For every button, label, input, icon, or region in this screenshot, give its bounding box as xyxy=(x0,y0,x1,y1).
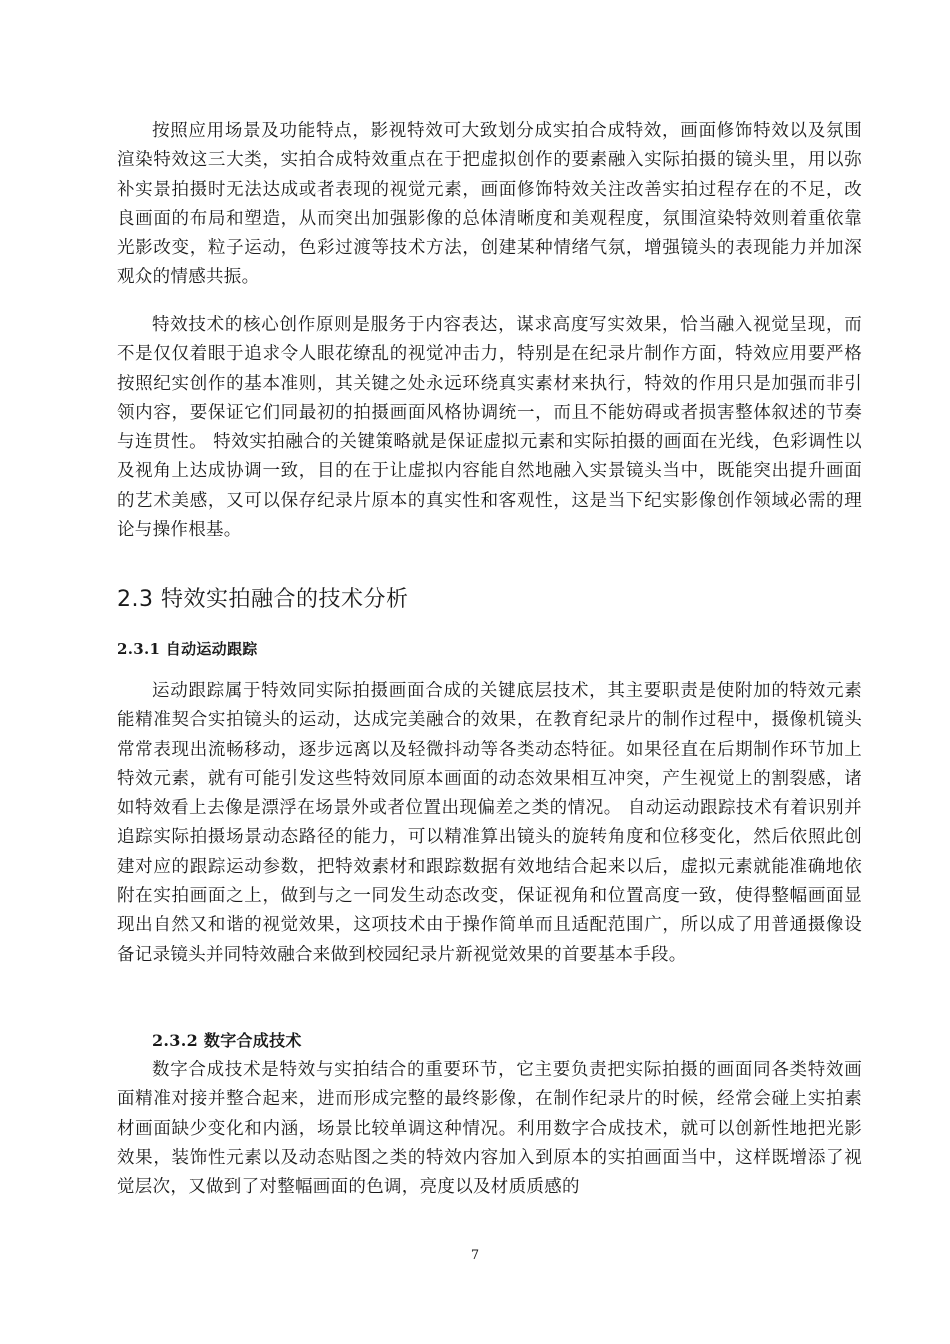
page-number: 7 xyxy=(470,1248,480,1263)
body-paragraph-digital-compositing: 数字合成技术是特效与实拍结合的重要环节，它主要负责把实际拍摄的画面同各类特效画面精准对接并整合起来，进而形成完整的最终影像，在制作纪录片的时候，经常会碰上实拍素材画面缺少变化和内涵，场景比较单调这种情况。利用数字合成技术，就可以创新性地把光影效果，装饰性元素以及动态贴图之类的特效内容加入到原本的实拍画面当中，这样既增添了视觉层次，又做到了对整幅画面的色调，亮度以及材质质感的 xyxy=(117,1060,862,1198)
body-paragraph-core-principles: 特效技术的核心创作原则是服务于内容表达，谋求高度写实效果，恰当融入视觉呈现，而不是仅仅着眼于追求令人眼花缭乱的视觉冲击力，特别是在纪录片制作方面，特效应用要严格按照纪实创作的基本准则，其关键之处永远环绕真实素材来执行，特效的作用只是加强而非引领内容，要保证它们同最初的拍摄画面风格协调统一，而且不能妨碍或者损害整体叙述的节奏与连贯性。 特效实拍融合的关键策略就是保证虚拟元素和实际拍摄的画面在光线，色彩调性以及视角上达成协调一致，目的在于让虚拟内容能自然地融入实景镜头当中，既能突出提升画面的艺术美感，又可以保存纪录片原本的真实性和客观性，这是当下纪实影像创作领域必需的理论与操作根基。 xyxy=(117,315,862,541)
section-heading-2-3: 2.3 特效实拍融合的技术分析 xyxy=(117,587,409,612)
body-paragraph-motion-tracking: 运动跟踪属于特效同实际拍摄画面合成的关键底层技术，其主要职责是使附加的特效元素能精准契合实拍镜头的运动，达成完美融合的效果，在教育纪录片的制作过程中，摄像机镜头常常表现出流畅移动，逐步远离以及轻微抖动等各类动态特征。如果径直在后期制作环节加上特效元素，就有可能引发这些特效同原本画面的动态效果相互冲突，产生视觉上的割裂感，诸如特效看上去像是漂浮在场景外或者位置出现偏差之类的情况。 自动运动跟踪技术有着识别并追踪实际拍摄场景动态路径的能力，可以精准算出镜头的旋转角度和位移变化，然后依照此创建对应的跟踪运动参数，把特效素材和跟踪数据有效地结合起来以后，虚拟元素就能准确地依附在实拍画面之上，做到与之一同发生动态改变，保证视角和位置高度一致，使得整幅画面显现出自然又和谐的视觉效果，这项技术由于操作简单而且适配范围广，所以成了用普通摄像设备记录镜头并同特效融合来做到校园纪录片新视觉效果的首要基本手段。 xyxy=(117,681,862,965)
subsection-heading-2-3-2: 2.3.2 数字合成技术 xyxy=(152,1031,302,1050)
subsection-heading-2-3-1: 2.3.1 自动运动跟踪 xyxy=(117,640,258,658)
body-paragraph-effects-categories: 按照应用场景及功能特点，影视特效可大致划分成实拍合成特效，画面修饰特效以及氛围渲染特效这三大类，实拍合成特效重点在于把虚拟创作的要素融入实际拍摄的镜头里，用以弥补实景拍摄时无法达成或者表现的视觉元素，画面修饰特效关注改善实拍过程存在的不足，改良画面的布局和塑造，从而突出加强影像的总体清晰度和美观程度，氛围渲染特效则着重依靠光影改变，粒子运动，色彩过渡等技术方法，创建某种情绪气氛，增强镜头的表现能力并加深观众的情感共振。 xyxy=(117,121,862,288)
